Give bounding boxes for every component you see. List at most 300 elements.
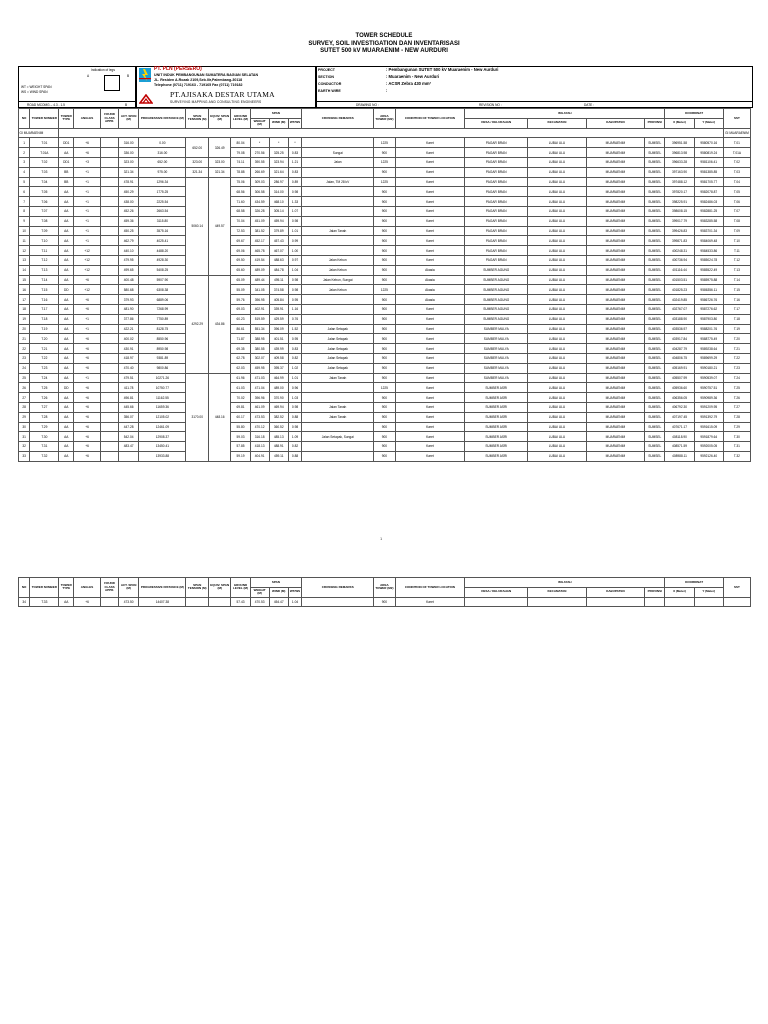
cell-found-class (101, 167, 119, 177)
cell-prog-distance: 5408.25 (139, 265, 186, 275)
cell-tower-type: AA (59, 314, 74, 324)
cell-provinsi: SUMSEL (645, 353, 665, 363)
title-line-3: SUTET 500 kV MUARAENIM - NEW AURDURI (320, 48, 448, 54)
cell-kecamatan: LUBAI ULU (528, 344, 586, 354)
cell-ground-level: 69.03 (231, 304, 250, 314)
col-y: Y (Meter) (694, 118, 723, 128)
cell-sst: T.01 (723, 138, 750, 148)
cell-desa: SUMBER AGUNG (465, 314, 528, 324)
cell-y: 9590539.07 (694, 373, 723, 383)
leg-a-label: A (87, 74, 90, 78)
col-x: X (Meter) (665, 118, 694, 128)
cell-kecamatan: LUBAI ULU (528, 167, 586, 177)
cell-wt-ws: 1.04 (288, 265, 301, 275)
cell-x: 406356.05 (665, 393, 694, 403)
gi-start-label: GI MUARAENIM (19, 128, 59, 138)
cell-y: 9582078.87 (694, 187, 723, 197)
cell-wt-ws: 0.83 (288, 344, 301, 354)
leg-b-label: B (127, 74, 130, 78)
cell-angle: +3 (74, 157, 101, 167)
cell-prog-distance: 2225.54 (139, 197, 186, 207)
cell-wt-ws: 0.82 (288, 442, 301, 452)
cell-weight: 551.34 (250, 324, 269, 334)
cell-y: 9591615.09 (694, 422, 723, 432)
col2-x: X (Meter) (665, 587, 694, 597)
cell-condition: Karet (395, 157, 465, 167)
cell-area: 900 (374, 422, 395, 432)
cell-y: 9585024.78 (694, 255, 723, 265)
cell-kabupaten: MUARAENIM (586, 451, 644, 461)
cell-wind: 469.94 (269, 402, 288, 412)
cell-ground-level: 62.03 (231, 363, 250, 373)
cell-kabupaten: MUARAENIM (586, 285, 644, 295)
cell-provinsi: SUMSEL (645, 138, 665, 148)
cell-crossing: Sungai (302, 148, 374, 158)
col-ground-level: GROUND LEVEL (M) (231, 109, 250, 129)
cell-wt-ws: 1.02 (288, 363, 301, 373)
cell-kecamatan: LUBAI ULU (528, 197, 586, 207)
cell-span-tension: 3170.00 (186, 373, 208, 461)
cell-kabupaten: MUARAENIM (586, 148, 644, 158)
cell-act-span: 481.90 (119, 304, 139, 314)
cell-y: 9585975.88 (694, 275, 723, 285)
cell-act-span: 496.81 (119, 393, 139, 403)
cell-provinsi: SUMSEL (645, 442, 665, 452)
cell-act-span: 450.25 (119, 226, 139, 236)
cell-x: 407671.17 (665, 422, 694, 432)
cell-wind: 454.47 (269, 597, 288, 607)
cell-kecamatan: LUBAI ULU (528, 246, 586, 256)
cell-kabupaten: MUARAENIM (586, 412, 644, 422)
cell-tower-type: AA (59, 344, 74, 354)
cell-crossing (302, 314, 374, 324)
cell-found-class (101, 383, 119, 393)
cell-tower-type: AA (59, 216, 74, 226)
cell-tower-type: DD (59, 383, 74, 393)
cell-tower-number: T.11 (30, 246, 59, 256)
cell-desa: SUMBER AGUNG (465, 304, 528, 314)
section-label: SECTION (318, 75, 334, 79)
cell-wt-ws: * (288, 138, 301, 148)
cell-kecamatan: LUBAI ULU (528, 236, 586, 246)
col2-wind: WIND (M) (269, 587, 288, 597)
col2-no: NO (19, 578, 30, 598)
cell-provinsi: SUMSEL (645, 265, 665, 275)
cell-crossing (302, 295, 374, 305)
cell-kecamatan: LUBAI ULU (528, 265, 586, 275)
cell-sst: T.16 (723, 295, 750, 305)
cell-angle: +1 (74, 314, 101, 324)
cell-y: 9588775.49 (694, 334, 723, 344)
cell-desa: SUMBER MULYA (465, 373, 528, 383)
cell-prog-distance: 1296.34 (139, 177, 186, 187)
cell-act-span: 483.47 (119, 442, 139, 452)
cell-condition: Karet (395, 206, 465, 216)
cell-angle: +1 (74, 177, 101, 187)
cell-provinsi: SUMSEL (645, 206, 665, 216)
cell-found-class (101, 265, 119, 275)
document-title (0, 33, 768, 56)
table-row (19, 216, 751, 226)
cell-y: 9584533.86 (694, 246, 723, 256)
cell-kabupaten: MUARAENIM (586, 363, 644, 373)
cell-equiv-span: 434.86 (208, 275, 230, 373)
col2-condition: CONDITION OF TOWER LOCATION (395, 578, 465, 598)
cell-act-span: 323.00 (119, 157, 139, 167)
table-row (19, 197, 751, 207)
cell-sst: T.23 (723, 363, 750, 373)
cell-act-span: 422.21 (119, 324, 139, 334)
cell-area: 1225 (374, 177, 395, 187)
cell-tower-type: AA (59, 373, 74, 383)
cell-provinsi: SUMSEL (645, 383, 665, 393)
cell-ground-level: 71.60 (231, 197, 250, 207)
cell-kecamatan: LUBAI ULU (528, 177, 586, 187)
cell-angle: +1 (74, 226, 101, 236)
cell-tower-type: AA (59, 402, 74, 412)
cell-wind: 405.84 (269, 295, 288, 305)
cell-found-class (101, 236, 119, 246)
cell-act-span: 316.00 (119, 138, 139, 148)
cell-weight: 489.09 (250, 265, 269, 275)
col-tower-type: TOWER TYPE (59, 109, 74, 129)
cell-tower-number: T.20 (30, 334, 59, 344)
cell-crossing: Jalan Kebun, Sungai (302, 275, 374, 285)
gi-start-row (19, 128, 751, 138)
cell-kecamatan: LUBAI ULU (528, 295, 586, 305)
cell-wind: 459.11 (269, 451, 288, 461)
cell-tower-number: T.22 (30, 353, 59, 363)
cell-provinsi: SUMSEL (645, 402, 665, 412)
cell-area: 900 (374, 373, 395, 383)
cell-condition: Karet (395, 226, 465, 236)
cell-weight: 404.91 (250, 451, 269, 461)
cell-y: 9586726.76 (694, 295, 723, 305)
cell-kabupaten: MUARAENIM (586, 344, 644, 354)
table-row (19, 246, 751, 256)
cell-kabupaten: MUARAENIM (586, 383, 644, 393)
cell-crossing (302, 138, 374, 148)
legs-indication: Indication of legs (91, 68, 115, 72)
cell-found-class (101, 393, 119, 403)
cell-condition: Karet (395, 373, 465, 383)
cell-equiv-span: 448.16 (208, 373, 230, 461)
cell-condition: Karet (395, 138, 465, 148)
cell-angle: +1 (74, 167, 101, 177)
cell-y: 9582881.25 (694, 206, 723, 216)
cell-angle: +1 (74, 236, 101, 246)
cell-prog-distance: 11162.55 (139, 393, 186, 403)
col-span-group: SPAN (250, 109, 302, 119)
cell-ground-level: 59.03 (231, 432, 250, 442)
cell-span-tension: 323.00 (186, 157, 208, 167)
cell-found-class (101, 314, 119, 324)
cell-area: 900 (374, 236, 395, 246)
cell-sst: T.09 (723, 226, 750, 236)
cell-act-span: 411.78 (119, 383, 139, 393)
cell-y: 9592005.05 (694, 442, 723, 452)
title-line-1: TOWER SCHEDULE (355, 33, 413, 39)
col-progressive-distance: PROGRESSIVE DISTANCE (M) (139, 109, 186, 129)
cell-no: 10 (19, 226, 30, 236)
cell-found-class (101, 373, 119, 383)
cell-no: 11 (19, 236, 30, 246)
cell-kabupaten: MUARAENIM (586, 324, 644, 334)
cell-angle: +12 (74, 246, 101, 256)
cell-sst: T.24 (723, 373, 750, 383)
cell-x: 397488.12 (665, 177, 694, 187)
cell-weight: 459.95 (250, 363, 269, 373)
cell-tower-number: T.31 (30, 442, 59, 452)
cell-sst: T.12 (723, 255, 750, 265)
cell-x: 400248.31 (665, 246, 694, 256)
cell-act-span: 479.95 (119, 255, 139, 265)
table-row (19, 275, 751, 285)
cell-wt-ws: 0.97 (288, 255, 301, 265)
cell-angle: +1 (74, 216, 101, 226)
cell-tower-type: AA (59, 304, 74, 314)
cell-condition: Karet (395, 246, 465, 256)
cell-act-span: 430.91 (119, 344, 139, 354)
cell-tower-type: AA (59, 148, 74, 158)
cell-wt-ws: 1.01 (288, 226, 301, 236)
col2-angles: ANGLES (74, 578, 101, 598)
cell-y: 9583701.34 (694, 226, 723, 236)
cell-no: 3 (19, 157, 30, 167)
cell-kecamatan: LUBAI ULU (528, 138, 586, 148)
cell-tower-number: T.28 (30, 412, 59, 422)
cell-span-tension: 5060.14 (186, 177, 208, 275)
cell-ground-level: 57.85 (231, 442, 250, 452)
cell-wind: 370.90 (269, 393, 288, 403)
cell-kecamatan: LUBAI ULU (528, 187, 586, 197)
table-row (19, 412, 751, 422)
cell-ground-level: 59.19 (231, 451, 250, 461)
cell-tower-type: AA (59, 334, 74, 344)
cell-act-span: 462.79 (119, 236, 139, 246)
cell-ground-level: 65.60 (231, 265, 250, 275)
cell-found-class (101, 334, 119, 344)
cell-x: 402419.85 (665, 295, 694, 305)
cell-condition: Karet (395, 383, 465, 393)
cell-wt-ws: 0.83 (288, 167, 301, 177)
ws-label: WS = WIND SPAN (21, 90, 48, 94)
cell-kabupaten: MUARAENIM (586, 265, 644, 275)
col-no: NO (19, 109, 30, 129)
cell-prog-distance: 11659.36 (139, 402, 186, 412)
cell-tower-number: T.24 (30, 373, 59, 383)
cell-area: 900 (374, 363, 395, 373)
cell-no: 29 (19, 412, 30, 422)
cell-prog-distance: 652.00 (139, 157, 186, 167)
cell-crossing (302, 206, 374, 216)
cell-angle: +6 (74, 383, 101, 393)
cell-area: 900 (374, 324, 395, 334)
cell-area: 900 (374, 334, 395, 344)
cell-kecamatan: LUBAI ULU (528, 148, 586, 158)
cell-prog-distance: 13933.88 (139, 451, 186, 461)
cell-crossing: Jalan Tanah (302, 402, 374, 412)
cell-act-span: 542.04 (119, 432, 139, 442)
cell-weight: 434.59 (250, 197, 269, 207)
cell-provinsi: SUMSEL (645, 167, 665, 177)
cell-tower-number: T.26 (30, 393, 59, 403)
cell-sst: T.25 (723, 383, 750, 393)
cell-desa: SUMBER MULYA (465, 353, 528, 363)
table-row (19, 255, 751, 265)
cell-no: 7 (19, 197, 30, 207)
cell-area: 900 (374, 255, 395, 265)
cell-condition: Karet (395, 236, 465, 246)
cell-kabupaten: MUARAENIM (586, 304, 644, 314)
cell-tower-number: T.17 (30, 304, 59, 314)
title-line-2: SURVEY, SOIL INVESTIGATION DAN INVENTARISASI (308, 40, 460, 47)
cell-provinsi: SUMSEL (645, 422, 665, 432)
cell-act-span: 377.86 (119, 314, 139, 324)
cell-kabupaten: MUARAENIM (586, 177, 644, 187)
cell-weight: 341.05 (250, 285, 269, 295)
cell-sst: T.02 (723, 157, 750, 167)
cell-act-span (119, 451, 139, 461)
table-row (19, 363, 751, 373)
cell-found-class (101, 246, 119, 256)
cell-sst: T.30 (723, 432, 750, 442)
project-box (315, 66, 753, 108)
cell-y (694, 597, 723, 607)
cell-no: 28 (19, 402, 30, 412)
cell-tower-type: AA (59, 206, 74, 216)
cell-x: 405936.60 (665, 383, 694, 393)
cell-found-class (101, 324, 119, 334)
revision-no: REVISION NO : (479, 103, 502, 107)
cell-tower-number: T.09 (30, 226, 59, 236)
cell-provinsi: SUMSEL (645, 226, 665, 236)
cell-wt-ws: 0.96 (288, 383, 301, 393)
cell-wind: 286.97 (269, 177, 288, 187)
cell-found-class (101, 304, 119, 314)
cell-sst: T.17 (723, 304, 750, 314)
cell-tower-type: AA (59, 451, 74, 461)
cell-act-span: 478.91 (119, 177, 139, 187)
cell-area: 900 (374, 442, 395, 452)
cell-sst: T.13 (723, 265, 750, 275)
cell-angle: +12 (74, 285, 101, 295)
cell-area: 900 (374, 187, 395, 197)
cell-y: 9589699.29 (694, 353, 723, 363)
table-row (19, 138, 751, 148)
cell-crossing (302, 393, 374, 403)
cell-weight: 266.69 (250, 167, 269, 177)
cell-tower-number: T.12 (30, 255, 59, 265)
cell-found-class (101, 285, 119, 295)
cell-act-span: 418.97 (119, 353, 139, 363)
cell-area: 900 (374, 451, 395, 461)
cell-act-span: 473.50 (119, 597, 139, 607)
earth-wire-label: EARTH WIRE (318, 89, 341, 93)
cell-wind: 484.78 (269, 265, 288, 275)
cell-crossing (302, 167, 374, 177)
cell-area: 900 (374, 246, 395, 256)
cell-condition: Akasia (395, 285, 465, 295)
cell-angle: +6 (74, 363, 101, 373)
cell-angle: +6 (74, 138, 101, 148)
cell-crossing: Jalan Kebun (302, 285, 374, 295)
cell-no: 31 (19, 432, 30, 442)
table-row (19, 432, 751, 442)
cell-sst: T.31 (723, 442, 750, 452)
cell-desa: SUMBER ASRI (465, 393, 528, 403)
cell-provinsi: SUMSEL (645, 363, 665, 373)
cell-wind: 360.52 (269, 422, 288, 432)
cell-sst: T.28 (723, 412, 750, 422)
cell-condition: Karet (395, 167, 465, 177)
cell-kecamatan: LUBAI ULU (528, 314, 586, 324)
cell-sst: T.26 (723, 393, 750, 403)
cell-wind: 325.25 (269, 148, 288, 158)
table-row (19, 314, 751, 324)
cell-act-span: 400.02 (119, 334, 139, 344)
table-row (19, 148, 751, 158)
cell-wt-ws: 1.33 (288, 197, 301, 207)
col-wind: WIND (M) (269, 118, 288, 128)
cell-sst: T.06 (723, 197, 750, 207)
cell-wind: 305.14 (269, 206, 288, 216)
cell-tower-number: T.08 (30, 216, 59, 226)
cell-wind: 457.43 (269, 236, 288, 246)
cell-condition: Karet (395, 363, 465, 373)
cell-desa: SUMBER ASRI (465, 402, 528, 412)
cell-kecamatan: LUBAI ULU (528, 393, 586, 403)
cell-desa: SUMBER AGUNG (465, 285, 528, 295)
cell-desa: PAGAR BRAN (465, 255, 528, 265)
col-angles: ANGLES (74, 109, 101, 129)
cell-angle: +6 (74, 295, 101, 305)
cell-kecamatan: LUBAI ULU (528, 275, 586, 285)
cell-sst (723, 597, 750, 607)
cell-y: 9581106.41 (694, 157, 723, 167)
tower-legs-diagram (104, 75, 120, 91)
cell-no: 23 (19, 353, 30, 363)
cell-sst: T.21 (723, 344, 750, 354)
cell-wt-ws: 0.88 (288, 412, 301, 422)
cell-ground-level: 60.17 (231, 412, 250, 422)
consultant-name: PT.AJISAKA DESTAR UTAMA (170, 90, 275, 99)
cell-y: 9591392.79 (694, 412, 723, 422)
legend-box (18, 66, 137, 108)
cell-ground-level: 55.09 (231, 285, 250, 295)
cell-desa: SUMBER MULYA (465, 324, 528, 334)
col-crossing-remarks: CROSSING REMARKS (302, 109, 374, 129)
cell-ground-level: 69.50 (231, 255, 250, 265)
cell-y: 9592126.40 (694, 451, 723, 461)
cell-prog-distance: 3115.80 (139, 216, 186, 226)
cell-ground-level: 65.09 (231, 275, 250, 285)
gi-end-label: GI MUARAENIM (723, 128, 750, 138)
cell-angle: +6 (74, 422, 101, 432)
cell-angle: +6 (74, 597, 101, 607)
cell-act-span: 479.51 (119, 373, 139, 383)
cell-ground-level: 70.02 (231, 393, 250, 403)
cell-weight: 396.96 (250, 393, 269, 403)
table-row (19, 157, 751, 167)
cell-angle: +12 (74, 265, 101, 275)
col2-y: Y (Meter) (694, 587, 723, 597)
cell-x: 397163.90 (665, 167, 694, 177)
cell-weight: 309.03 (250, 177, 269, 187)
cell-weight: 473.53 (250, 412, 269, 422)
cell-prog-distance: 14407.38 (139, 597, 186, 607)
road-row (19, 101, 136, 108)
